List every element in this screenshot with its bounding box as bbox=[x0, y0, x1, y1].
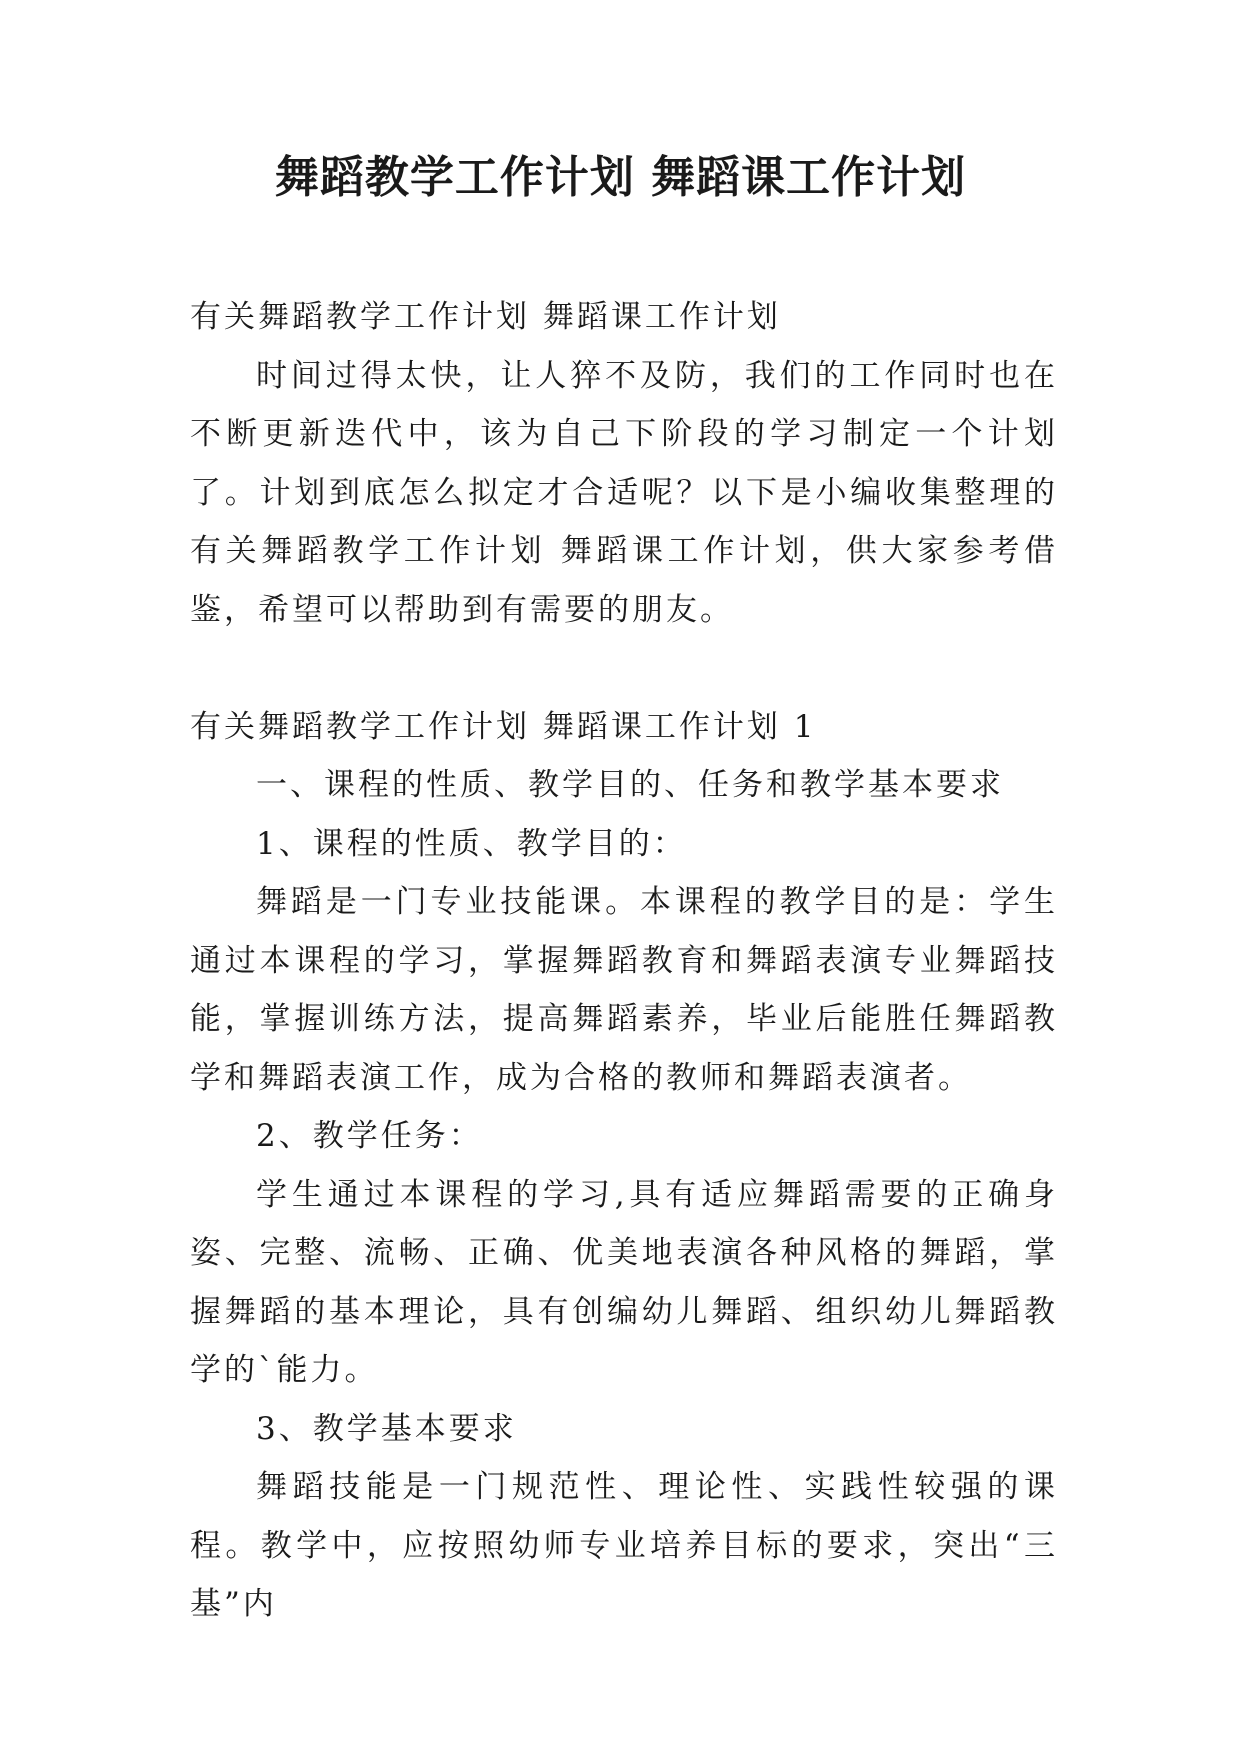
part-title: 一、课程的性质、教学目的、任务和教学基本要求 bbox=[256, 767, 1004, 803]
document-title: 舞蹈教学工作计划 舞蹈课工作计划 bbox=[274, 152, 967, 203]
item-body: 舞蹈是一门专业技能课。本课程的教学目的是：学生通过本课程的学习，掌握舞蹈教育和舞蹈表演专业舞蹈技能，掌握训练方法，提高舞蹈素养，毕业后能胜任舞蹈教学和舞蹈表演工作，成为合格的教师和舞蹈表演者。 bbox=[190, 884, 1058, 1096]
item-title: 3、教学基本要求 bbox=[256, 1410, 517, 1447]
item-title: 1、课程的性质、教学目的： bbox=[256, 825, 687, 862]
item-body: 学生通过本课程的学习,具有适应舞蹈需要的正确身姿、完整、流畅、正确、优美地表演各种风格的舞蹈，掌握舞蹈的基本理论，具有创编幼儿舞蹈、组织幼儿舞蹈教学的`能力。 bbox=[190, 1176, 1058, 1388]
item-title: 2、教学任务： bbox=[256, 1118, 483, 1154]
section-heading: 有关舞蹈教学工作计划 舞蹈课工作计划 1 bbox=[190, 708, 817, 745]
item-body: 舞蹈技能是一门规范性、理论性、实践性较强的课程。教学中，应按照幼师专业培养目标的要求，突出“三基”内 bbox=[190, 1469, 1058, 1622]
intro-heading: 有关舞蹈教学工作计划 舞蹈课工作计划 bbox=[190, 299, 781, 335]
document-body bbox=[190, 288, 1058, 1634]
intro-paragraph: 时间过得太快，让人猝不及防，我们的工作同时也在不断更新迭代中，该为自己下阶段的学习制定一个计划了。计划到底怎么拟定才合适呢？以下是小编收集整理的有关舞蹈教学工作计划 舞蹈课工作计划，供大家参考借鉴，希望可以帮助到有需要的朋友。 bbox=[190, 357, 1058, 628]
paragraph-spacer bbox=[190, 639, 1058, 698]
